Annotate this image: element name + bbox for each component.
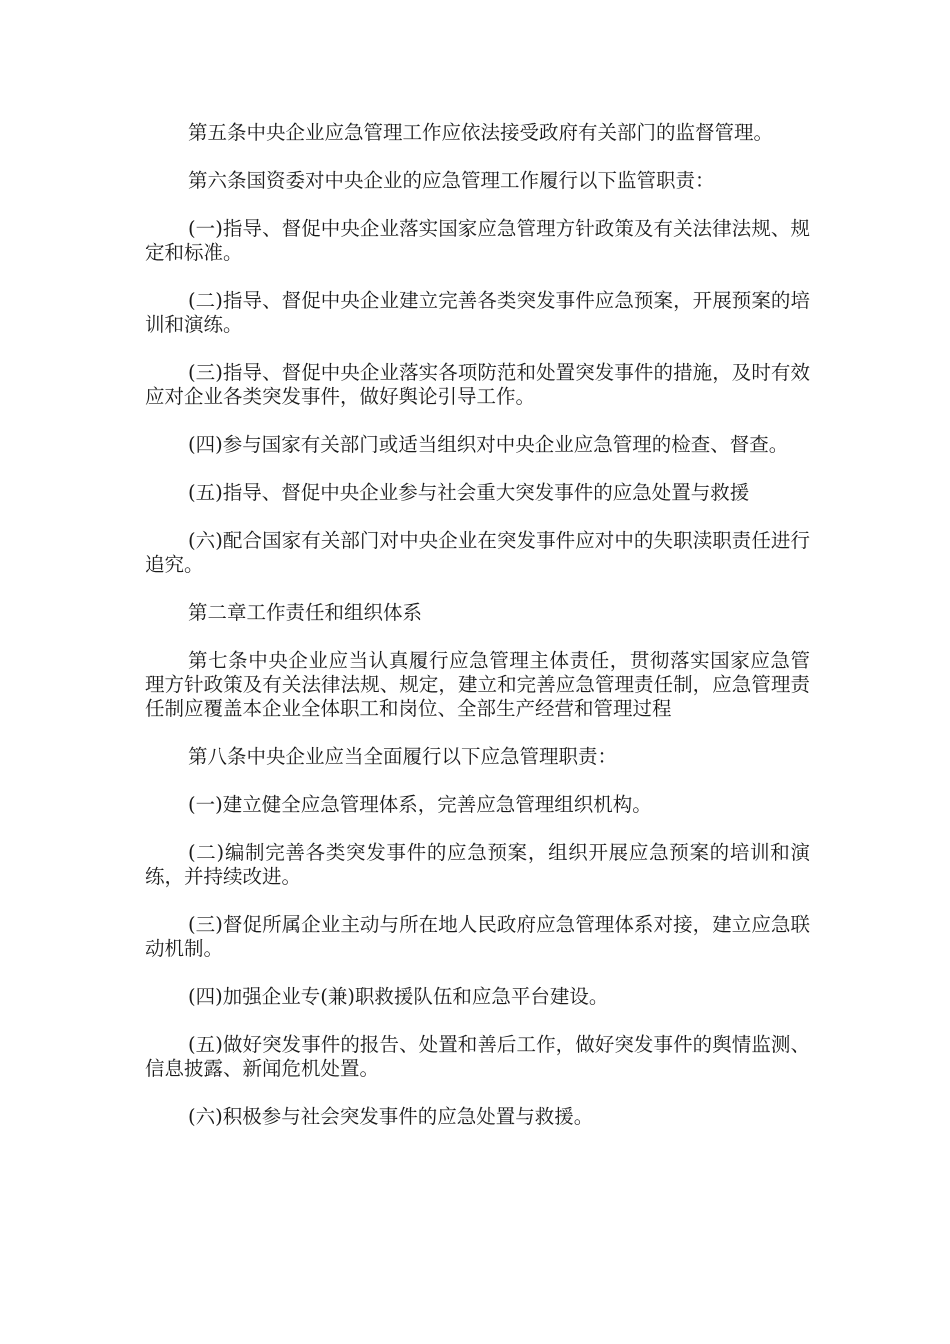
document-body xyxy=(145,121,810,1153)
chapter-2-heading: 第二章工作责任和组织体系 xyxy=(188,601,423,624)
article-8-item-4: (四)加强企业专(兼)职救援队伍和应急平台建设。 xyxy=(188,985,609,1008)
article-6-item-3: (三)指导、督促中央企业落实各项防范和处置突发事件的措施，及时有效应对企业各类突发事件，做好舆论引导工作。 xyxy=(145,361,810,408)
article-5-paragraph: 第五条中央企业应急管理工作应依法接受政府有关部门的监督管理。 xyxy=(188,121,774,144)
article-8-item-3: (三)督促所属企业主动与所在地人民政府应急管理体系对接，建立应急联动机制。 xyxy=(145,913,810,960)
article-6-item-2: (二)指导、督促中央企业建立完善各类突发事件应急预案，开展预案的培训和演练。 xyxy=(145,289,810,336)
article-8-item-1: (一)建立健全应急管理体系，完善应急管理组织机构。 xyxy=(188,793,652,816)
article-8-item-5: (五)做好突发事件的报告、处置和善后工作，做好突发事件的舆情监测、信息披露、新闻危机处置。 xyxy=(145,1033,810,1080)
article-6-paragraph: 第六条国资委对中央企业的应急管理工作履行以下监管职责： xyxy=(188,169,715,192)
article-8-paragraph: 第八条中央企业应当全面履行以下应急管理职责： xyxy=(188,745,618,768)
article-6-item-4: (四)参与国家有关部门或适当组织对中央企业应急管理的检查、督查。 xyxy=(188,433,789,456)
article-7-paragraph: 第七条中央企业应当认真履行应急管理主体责任，贯彻落实国家应急管理方针政策及有关法律法规、规定，建立和完善应急管理责任制，应急管理责任制应覆盖本企业全体职工和岗位、全部生产经营和管理过程 xyxy=(145,649,810,720)
article-6-item-5: (五)指导、督促中央企业参与社会重大突发事件的应急处置与救援 xyxy=(188,481,750,504)
article-6-item-1: (一)指导、督促中央企业落实国家应急管理方针政策及有关法律法规、规定和标准。 xyxy=(145,217,810,264)
article-8-item-6: (六)积极参与社会突发事件的应急处置与救援。 xyxy=(188,1105,594,1128)
article-6-item-6: (六)配合国家有关部门对中央企业在突发事件应对中的失职渎职责任进行追究。 xyxy=(145,529,810,576)
article-8-item-2: (二)编制完善各类突发事件的应急预案，组织开展应急预案的培训和演练，并持续改进。 xyxy=(145,841,810,888)
